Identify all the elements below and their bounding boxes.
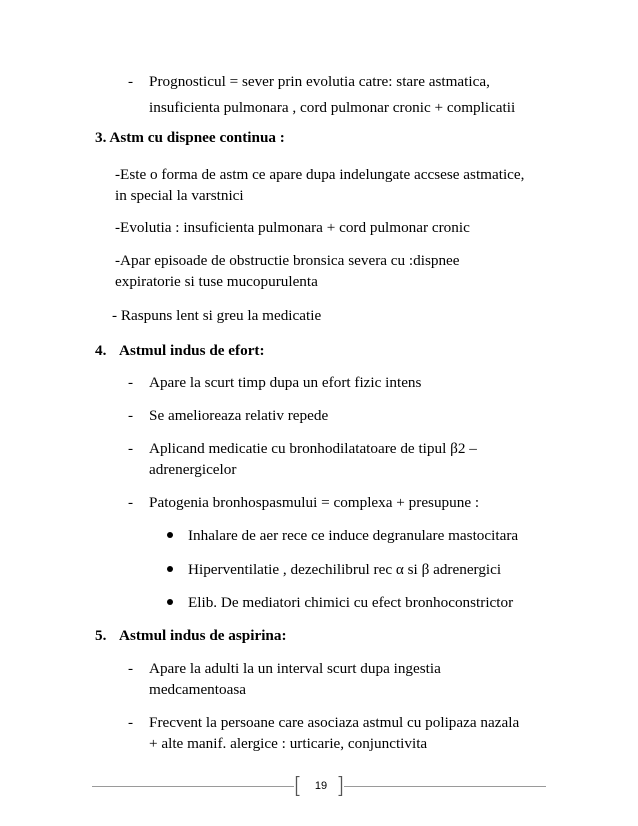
paragraph-line: -Apar episoade de obstructie bronsica severa cu :dispnee	[115, 252, 460, 269]
paragraph-line: - Raspuns lent si greu la medicatie	[112, 307, 322, 324]
page-number: 19	[314, 780, 328, 792]
bullet-icon	[167, 532, 173, 538]
list-item: Frecvent la persoane care asociaza astmul cu polipaza nazala	[149, 714, 520, 731]
section-heading-4: Astmul indus de efort:	[119, 342, 265, 359]
paragraph-line: -Evolutia : insuficienta pulmonara + cord pulmonar cronic	[115, 219, 470, 236]
footer-rule-left	[92, 786, 294, 787]
bullet-item: Hiperventilatie , dezechilibrul rec α si β adrenergici	[188, 561, 502, 578]
list-dash: -	[128, 714, 134, 731]
list-dash: -	[128, 660, 134, 677]
list-item: Apare la adulti la un interval scurt dupa ingestia	[149, 660, 441, 677]
list-item: Apare la scurt timp dupa un efort fizic intens	[149, 374, 422, 391]
list-dash: -	[128, 494, 134, 511]
bullet-item: Elib. De mediatori chimici cu efect bronhoconstrictor	[188, 594, 514, 611]
list-item-continuation: medcamentoasa	[149, 681, 246, 698]
footer-rule-right	[344, 786, 546, 787]
list-dash: -	[128, 73, 134, 90]
section-number-4: 4.	[95, 342, 107, 359]
section-heading-3: 3. Astm cu dispnee continua :	[95, 129, 285, 146]
section-number-5: 5.	[95, 627, 107, 644]
list-item: Se amelioreaza relativ repede	[149, 407, 329, 424]
list-item-continuation: adrenergicelor	[149, 461, 237, 478]
section-heading-5: Astmul indus de aspirina:	[119, 627, 287, 644]
list-item: Aplicand medicatie cu bronhodilatatoare de tipul β2 –	[149, 440, 477, 457]
paragraph-line: -Este o forma de astm ce apare dupa indelungate accsese astmatice,	[115, 166, 525, 183]
bullet-icon	[167, 566, 173, 572]
bullet-icon	[167, 599, 173, 605]
list-dash: -	[128, 374, 134, 391]
paragraph-line: insuficienta pulmonara , cord pulmonar cronic + complicatii	[149, 99, 516, 116]
list-dash: -	[128, 407, 134, 424]
footer-bracket-left-icon	[295, 776, 300, 796]
paragraph-line: Prognosticul = sever prin evolutia catre: stare astmatica,	[149, 73, 490, 90]
paragraph-line: expiratorie si tuse mucopurulenta	[115, 273, 318, 290]
bullet-item: Inhalare de aer rece ce induce degranulare mastocitara	[188, 527, 519, 544]
list-item-continuation: + alte manif. alergice : urticarie, conjunctivita	[149, 735, 428, 752]
list-item: Patogenia bronhospasmului = complexa + presupune :	[149, 494, 480, 511]
paragraph-line: in special la varstnici	[115, 187, 244, 204]
list-dash: -	[128, 440, 134, 457]
